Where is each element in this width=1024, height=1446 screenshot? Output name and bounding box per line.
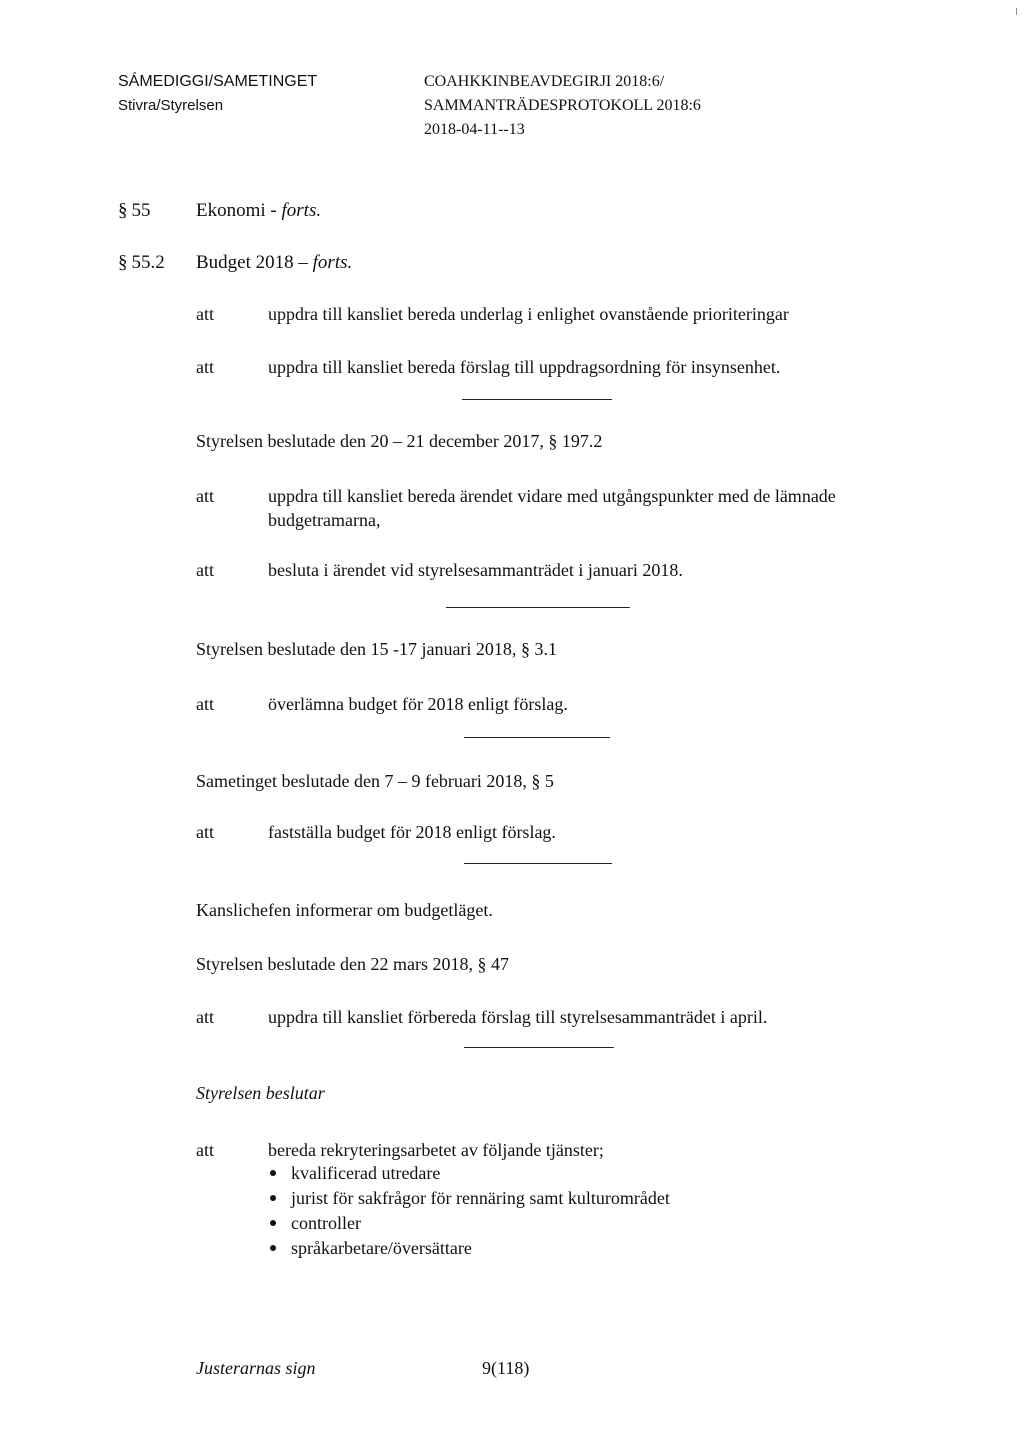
bullet-dot: [270, 1220, 276, 1226]
decision-heading: [196, 952, 509, 976]
section-heading: [118, 200, 151, 222]
paragraph-ref: 197.2: [561, 431, 603, 451]
decision-heading: [196, 637, 557, 661]
list-item: kvalificerad utredare: [291, 1163, 441, 1183]
decision-heading: [196, 429, 602, 453]
signature-label: Justerarnas sign: [196, 1358, 316, 1378]
separator-rule: [464, 863, 612, 864]
org-name-line2: Stivra/Styrelsen: [118, 97, 224, 114]
decision-item: bereda rekryteringsarbetet av följande tjänster;: [268, 1140, 604, 1160]
decision-heading-italic: Styrelsen beslutar: [196, 1083, 325, 1103]
paragraph-sign: §: [531, 771, 541, 791]
page-number: 9(118): [482, 1358, 530, 1378]
list-item: språkarbetare/översättare: [291, 1238, 472, 1258]
decision-heading-text: Sametinget beslutade den 7 – 9 februari 2018,: [196, 771, 527, 791]
subsection-title: [196, 252, 352, 274]
separator-rule: [446, 607, 630, 608]
list-item: controller: [291, 1213, 361, 1233]
section-title-text: Ekonomi -: [196, 200, 277, 221]
separator-rule: [464, 1047, 614, 1048]
subsection-title-text: Budget 2018 –: [196, 252, 308, 273]
att-label: att: [196, 1007, 214, 1027]
subsection-number: 55.2: [131, 252, 165, 273]
decision-item-line2: budgetramarna,: [268, 510, 381, 530]
doc-title-line1: COAHKKINBEAVDEGIRJI 2018:6/: [424, 73, 665, 90]
org-name-line1: SÁMEDIGGI/SAMETINGET: [118, 73, 318, 90]
list-item: jurist för sakfrågor för rennäring samt kulturområdet: [291, 1188, 670, 1208]
section-sign: §: [118, 200, 128, 221]
section-number: 55: [131, 200, 151, 221]
meeting-date: 2018-04-11--13: [424, 121, 525, 138]
paragraph-sign: §: [477, 954, 487, 974]
bullet-dot: [270, 1245, 276, 1251]
decision-item: fastställa budget för 2018 enligt förslag.: [268, 822, 556, 842]
att-label: att: [196, 822, 214, 842]
decision-heading: [196, 769, 554, 793]
att-label: att: [196, 560, 214, 580]
att-label: att: [196, 357, 214, 377]
bullet-dot: [270, 1195, 276, 1201]
doc-title-line2: SAMMANTRÄDESPROTOKOLL 2018:6: [424, 97, 701, 114]
paragraph-ref: 5: [544, 771, 554, 791]
bullet-dot: [270, 1170, 276, 1176]
decision-item-line1: uppdra till kansliet bereda ärendet vidare med utgångspunkter med de lämnade: [268, 486, 836, 506]
decision-item: uppdra till kansliet bereda underlag i enlighet ovanstående prioriteringar: [268, 304, 789, 324]
att-label: att: [196, 304, 214, 324]
separator-rule: [462, 399, 612, 400]
att-label: att: [196, 694, 214, 714]
paragraph-sign: §: [548, 431, 558, 451]
decision-heading-text: Styrelsen beslutade den 15 -17 januari 2018,: [196, 639, 517, 659]
separator-rule: [464, 737, 610, 738]
att-label: att: [196, 1140, 214, 1160]
info-text: Kanslichefen informerar om budgetläget.: [196, 900, 493, 920]
paragraph-ref: 47: [490, 954, 509, 974]
paragraph-sign: §: [520, 639, 530, 659]
decision-heading-text: Styrelsen beslutade den 22 mars 2018,: [196, 954, 473, 974]
decision-heading-text: Styrelsen beslutade den 20 – 21 december 2017,: [196, 431, 544, 451]
att-label: att: [196, 486, 214, 506]
decision-item: uppdra till kansliet förbereda förslag till styrelsesammanträdet i april.: [268, 1007, 768, 1027]
section-title-suffix: forts.: [281, 200, 322, 221]
subsection-heading: [118, 252, 165, 274]
decision-item: besluta i ärendet vid styrelsesammanträdet i januari 2018.: [268, 560, 683, 580]
decision-item: uppdra till kansliet bereda förslag till uppdragsordning för insynsenhet.: [268, 357, 781, 377]
decision-item: överlämna budget för 2018 enligt förslag.: [268, 694, 568, 714]
section-title: [196, 200, 321, 222]
subsection-sign: §: [118, 252, 128, 273]
scan-edge-mark: [1016, 8, 1017, 15]
subsection-title-suffix: forts.: [312, 252, 353, 273]
paragraph-ref: 3.1: [534, 639, 557, 659]
